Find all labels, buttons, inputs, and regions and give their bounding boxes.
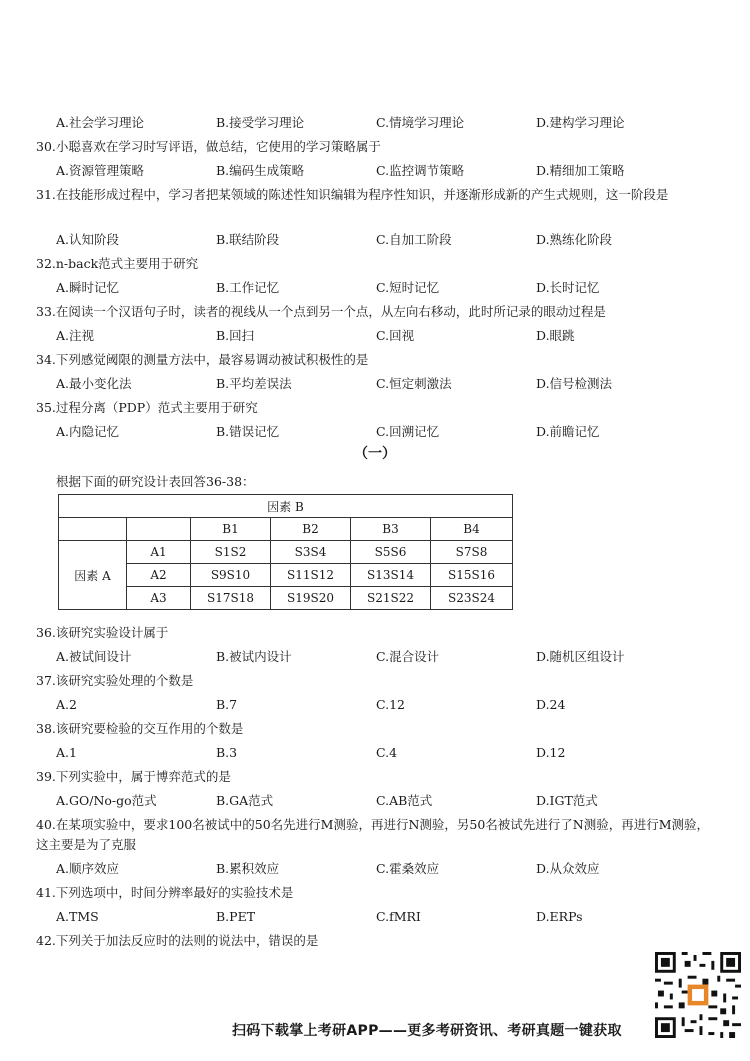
option: D.24: [536, 697, 566, 712]
option-row-q29: [56, 113, 716, 133]
option: A.最小变化法: [56, 376, 132, 391]
option: A.GO/No-go范式: [56, 793, 157, 808]
footer-promo: 扫码下载掌上考研APP——更多考研资讯、考研真题一键获取: [232, 1023, 622, 1039]
option: C.霍桑效应: [376, 861, 440, 876]
row-header: A1: [127, 541, 191, 564]
option: C.恒定刺激法: [376, 376, 452, 391]
option: C.fMRI: [376, 909, 421, 924]
option: B.7: [216, 697, 238, 712]
option: B.联结阶段: [216, 232, 280, 247]
table-cell: S15S16: [431, 564, 513, 587]
option: B.编码生成策略: [216, 163, 305, 178]
option: B.PET: [216, 909, 256, 924]
table-cell: S1S2: [191, 541, 271, 564]
question-39: 39.下列实验中，属于博弈范式的是: [36, 769, 231, 784]
option-row-q30: [56, 161, 716, 181]
option: A.认知阶段: [56, 232, 120, 247]
option: A.瞬时记忆: [56, 280, 120, 295]
option: A.TMS: [56, 909, 99, 924]
option-row-q36: [56, 647, 716, 667]
table-cell: S17S18: [191, 587, 271, 610]
option: A.社会学习理论: [56, 115, 145, 130]
option: C.AB范式: [376, 793, 433, 808]
question-30: 30.小聪喜欢在学习时写评语，做总结，它使用的学习策略属于: [36, 139, 381, 154]
factor-a-header: 因素 A: [59, 541, 127, 610]
question-33: 33.在阅读一个汉语句子时，读者的视线从一个点到另一个点，从左向右移动，此时所记录的眼动过程是: [36, 304, 606, 319]
qr-code-icon: [655, 952, 741, 1038]
option: D.12: [536, 745, 566, 760]
row-header: A2: [127, 564, 191, 587]
option: C.自加工阶段: [376, 232, 452, 247]
option-row-q34: [56, 374, 716, 394]
option: A.内隐记忆: [56, 424, 120, 439]
table-cell: S3S4: [271, 541, 351, 564]
option-row-q32: [56, 278, 716, 298]
table-row: [59, 587, 513, 610]
option: D.随机区组设计: [536, 649, 625, 664]
table-cell: S11S12: [271, 564, 351, 587]
question-42: 42.下列关于加法反应时的法则的说法中，错误的是: [36, 933, 319, 948]
option: B.平均差误法: [216, 376, 292, 391]
table-row: [59, 518, 513, 541]
option: C.情境学习理论: [376, 115, 465, 130]
option: C.监控调节策略: [376, 163, 465, 178]
option: C.混合设计: [376, 649, 440, 664]
option: A.2: [56, 697, 77, 712]
table-row: [59, 495, 513, 518]
question-38: 38.该研究要检验的交互作用的个数是: [36, 721, 244, 736]
option: D.前瞻记忆: [536, 424, 600, 439]
option-row-q35: [56, 422, 716, 442]
question-34: 34.下列感觉阈限的测量方法中，最容易调动被试积极性的是: [36, 352, 369, 367]
option: A.被试间设计: [56, 649, 132, 664]
col-header: B3: [351, 518, 431, 541]
option: A.注视: [56, 328, 95, 343]
col-header: B1: [191, 518, 271, 541]
option: B.3: [216, 745, 238, 760]
option: D.眼跳: [536, 328, 575, 343]
option: A.顺序效应: [56, 861, 120, 876]
design-table: [58, 494, 513, 610]
option: C.回视: [376, 328, 415, 343]
option-row-q40: [56, 859, 716, 879]
option-row-q39: [56, 791, 716, 811]
option: A.资源管理策略: [56, 163, 145, 178]
table-cell: [59, 518, 127, 541]
table-cell: S7S8: [431, 541, 513, 564]
col-header: B4: [431, 518, 513, 541]
option: C.回溯记忆: [376, 424, 440, 439]
option: D.建构学习理论: [536, 115, 625, 130]
question-35: 35.过程分离（PDP）范式主要用于研究: [36, 400, 258, 415]
factor-b-header: 因素 B: [59, 495, 513, 518]
option: C.短时记忆: [376, 280, 440, 295]
option: D.精细加工策略: [536, 163, 625, 178]
table-cell: [127, 518, 191, 541]
option: A.1: [56, 745, 77, 760]
question-41: 41.下列选项中，时间分辨率最好的实验技术是: [36, 885, 294, 900]
question-37: 37.该研究实验处理的个数是: [36, 673, 194, 688]
option: D.ERPs: [536, 909, 583, 924]
option: B.被试内设计: [216, 649, 292, 664]
option: D.IGT范式: [536, 793, 598, 808]
table-row: [59, 564, 513, 587]
question-40: 40.在某项实验中，要求100名被试中的50名先进行M测验，再进行N测验，另50名被试先进行了N测验，再进行M测验，这主要是为了克服: [36, 817, 710, 852]
option-row-q33: [56, 326, 716, 346]
option: D.信号检测法: [536, 376, 613, 391]
option: B.累积效应: [216, 861, 280, 876]
question-31: 31.在技能形成过程中，学习者把某领域的陈述性知识编辑为程序性知识，并逐渐形成新的产生式规则，这一阶段是: [36, 187, 669, 202]
question-32: 32.n-back范式主要用于研究: [36, 256, 199, 271]
option-row-q41: [56, 907, 716, 927]
table-row: [59, 541, 513, 564]
option-row-q38: [56, 743, 716, 763]
option: B.错误记忆: [216, 424, 280, 439]
table-cell: S21S22: [351, 587, 431, 610]
option: D.长时记忆: [536, 280, 600, 295]
section-title: （一）: [354, 446, 396, 462]
option: C.4: [376, 745, 398, 760]
option: C.12: [376, 697, 405, 712]
option: B.GA范式: [216, 793, 274, 808]
row-header: A3: [127, 587, 191, 610]
table-cell: S9S10: [191, 564, 271, 587]
table-cell: S5S6: [351, 541, 431, 564]
table-cell: S19S20: [271, 587, 351, 610]
option: D.从众效应: [536, 861, 600, 876]
option: D.熟练化阶段: [536, 232, 613, 247]
option: B.回扫: [216, 328, 255, 343]
col-header: B2: [271, 518, 351, 541]
option: B.接受学习理论: [216, 115, 305, 130]
option: B.工作记忆: [216, 280, 280, 295]
table-cell: S23S24: [431, 587, 513, 610]
question-36: 36.该研究实验设计属于: [36, 625, 169, 640]
option-row-q31: [56, 230, 716, 250]
table-intro: 根据下面的研究设计表回答36-38：: [56, 474, 255, 489]
table-cell: S13S14: [351, 564, 431, 587]
option-row-q37: [56, 695, 716, 715]
